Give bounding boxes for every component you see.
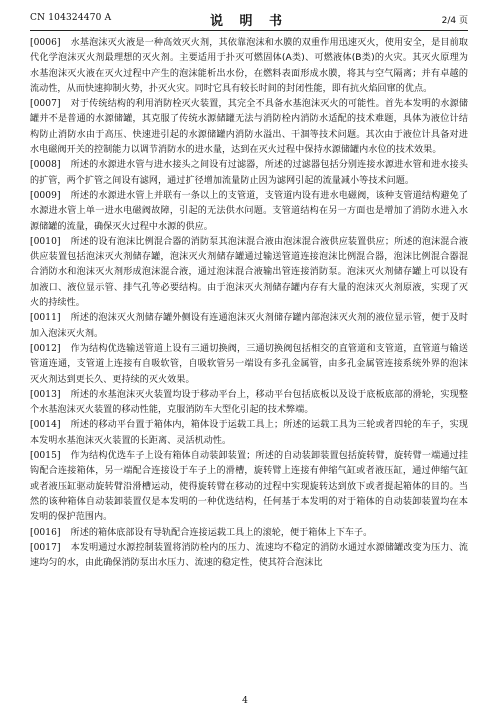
- paragraph-0012: [30, 342, 468, 388]
- paragraph-text: 所述的移动平台置于箱体内，箱体设于运载工具上；所述的运载工具为三轮或者四轮的车子，实现本发明水基泡沫灭火装置的长距离、灵活机动性。: [30, 420, 468, 446]
- paragraph-text: 所述的水源进水管与进水接头之间设有过滤器，所述的过滤器包括分别连接水源进水管和进水接头的扩管，两个扩管之间设有滤网，通过扩径增加流量防止因为滤网引起的流量减小等技术问题。: [30, 160, 468, 186]
- paragraph-text: 所述的设有泡沫比例混合器的消防泵其泡沫混合液由泡沫混合液供应装置供应；所述的泡沫混合液供应装置包括泡沫灭火剂储存罐，泡沫灭火剂储存罐通过输送管道连接泡沫比例混合器，泡沫比例混合器混合消防水和泡沫灭火剂形成泡沫混合液，通过泡沫混合液输出管连接消防泵。泡沫灭火剂储存罐上可以设有加液口、液位显示管、排气孔等必要结构。由于泡沫灭火剂储存罐内存有大量的泡沫灭火剂原液，实现了灭火的持续性。: [30, 236, 468, 309]
- page-header: [30, 10, 468, 31]
- paragraph-0008: [30, 158, 468, 189]
- paragraph-number: [0017]: [30, 542, 61, 553]
- document-title: 说 明 书: [209, 14, 289, 29]
- paragraph-text: 作为结构优选输送管道上设有三通切换阀，三通切换阀包括相交的直管道和支管道，直管道与输送管道连通，支管道上连接有自吸软管，自吸软管另一端设有多孔金属管，由多孔金属管连接系统外界的泡沫灭火剂达到更长久、更持续的灭火效果。: [30, 343, 468, 385]
- paragraph-text: 所述的水基泡沫灭火装置均设于移动平台上，移动平台包括底板以及设于底板底部的滑轮，实现整个水基泡沫灭火装置的移动性能，克服消防车大型化引起的技术弊端。: [30, 389, 468, 416]
- paragraph-number: [0013]: [30, 389, 61, 400]
- paragraph-number: [0015]: [30, 451, 61, 462]
- paragraph-text: 所述的泡沫灭火剂储存罐外侧设有连通泡沫灭火剂储存罐内部泡沫灭火剂的液位显示管，便于及时加入泡沫灭火剂。: [30, 313, 468, 339]
- paragraph-0017: [30, 541, 468, 572]
- paragraph-0007: [30, 97, 468, 158]
- document-body: [30, 36, 468, 571]
- patent-number: CN 104324470 A: [30, 13, 112, 23]
- paragraph-0010: [30, 235, 468, 311]
- paragraph-0013: [30, 388, 468, 419]
- paragraph-0015: [30, 449, 468, 525]
- paragraph-text: 对于传统结构的利用消防栓灭火装置，其完全不具备水基泡沫灭火的可能性。首先本发明的水源储罐并不是普通的水源储罐，其克服了传统水源储罐无法与消防栓内消防水适配的技术难题，具体为液位计结构防止消防水由于高压、快速进引起的水源储罐内消防水溢出、干涸等技术问题。其次由于液位计具备对进水电磁阀开关的控制能力以调节消防水的进水量，达到在灭火过程中保持水源储罐内水位的技术效果。: [30, 99, 468, 156]
- paragraph-number: [0006]: [30, 38, 61, 48]
- paragraph-0009: [30, 189, 468, 235]
- paragraph-number: [0007]: [30, 99, 61, 110]
- page-number: 4: [242, 696, 248, 706]
- paragraph-number: [0009]: [30, 190, 61, 201]
- paragraph-number: [0010]: [30, 236, 61, 247]
- paragraph-text: 所述的箱体底部设有导轨配合连接运载工具上的滚轮，便于箱体上下车子。: [70, 527, 373, 538]
- paragraph-0006: [30, 36, 468, 97]
- paragraph-text: 水基泡沫灭火液是一种高效灭火剂，其依靠泡沫和水膜的双重作用迅速灭火，使用安全，是目前取代化学泡沫灭火剂最理想的灭火剂。主要适用于扑灭可燃固体(A类)、可燃液体(B类)的火灾。其灭火原理为水基泡沫灭火液在灭火过程中产生的泡沫能析出水份，在燃料表面形成水膜，将其与空气隔离；并有卓越的流动性，从而快速抑制火势，扑灭火灾。同时它具有较长时间的封闭性能，即有抗火焰回窜的优点。: [30, 38, 468, 94]
- page-indicator: 2/4 页: [441, 16, 468, 26]
- paragraph-number: [0012]: [30, 343, 61, 354]
- paragraph-0014: [30, 418, 468, 449]
- paragraph-text: 本发明通过水源控制装置将消防栓内的压力、流速均不稳定的消防水通过水源储罐改变为压力、流速均匀的水，由此确保消防泵出水压力、流速的稳定性，使其符合泡沫比: [30, 542, 468, 569]
- paragraph-0016: [30, 526, 468, 541]
- paragraph-number: [0011]: [30, 313, 61, 324]
- paragraph-number: [0014]: [30, 420, 61, 431]
- paragraph-0011: [30, 311, 468, 342]
- paragraph-number: [0016]: [30, 527, 61, 538]
- paragraph-text: 所述的水源进水管上并联有一条以上的支管道，支管道内设有进水电磁阀，该种支管道结构避免了水源进水管上单一进水电磁阀故障，引起的无法供水问题。支管道结构在另一方面也是增加了消防水进入水源储罐的流量，确保灭火过程中水源的供应。: [30, 190, 468, 232]
- paragraph-number: [0008]: [30, 160, 61, 171]
- paragraph-text: 作为结构优选车子上设有箱体自动装卸装置；所述的自动装卸装置包括旋转臂，旋转臂一端通过挂钩配合连接箱体，另一端配合连接设于车子上的滑槽，旋转臂上连接有伸缩气缸或者液压缸，通过伸缩气缸或者液压缸驱动旋转臂沿滑槽运动，使得旋转臂在移动的过程中实现旋转达到放下或者提起箱体的目的。当然的该种箱体自动装卸装置仅是本发明的一种优选结构，任何基于本发明的对于箱体的自动装卸装置均在本发明的保护范围内。: [30, 451, 468, 523]
